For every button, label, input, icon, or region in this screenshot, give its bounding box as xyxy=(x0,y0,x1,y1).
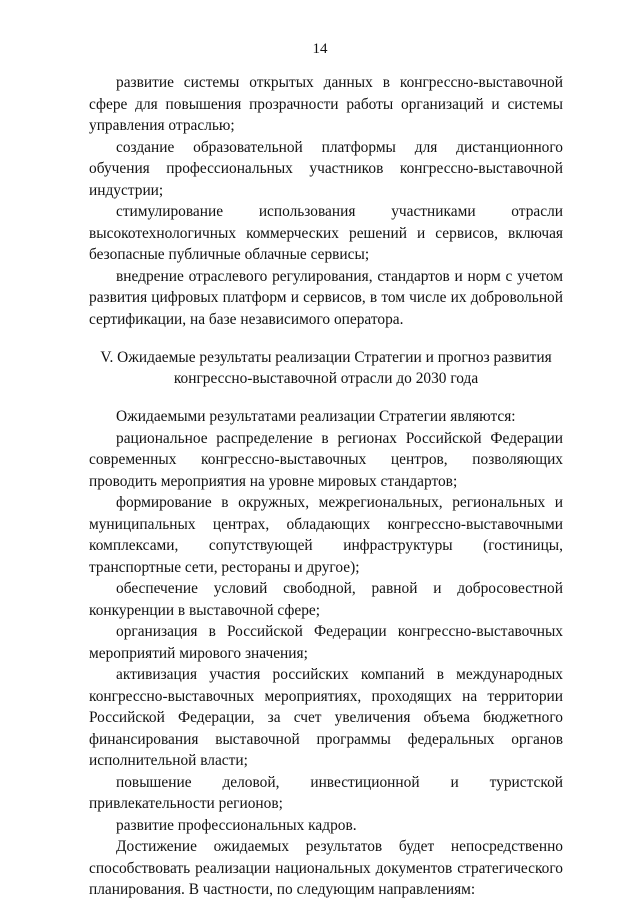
paragraph-regional-attractiveness: повышение деловой, инвестиционной и туристской привлекательности регионов; xyxy=(89,773,563,812)
paragraph-open-data: развитие системы открытых данных в конгрессно-выставочной сфере для повышения прозрачности работы организаций и системы управления отраслью; xyxy=(89,74,563,134)
paragraph-world-events: организация в Российской Федерации конгрессно-выставочных мероприятий мирового значения; xyxy=(89,623,563,662)
section-heading-line-1: V. Ожидаемые результаты реализации Стратегии и прогноз развития xyxy=(100,349,552,366)
paragraph-company-participation: активизация участия российских компаний в международных конгрессно-выставочных мероприятиях, проходящих на территории Российской Федерации, за счет увеличения объема бюджетного финансирования выставочной программы федеральных органов исполнительной власти; xyxy=(89,666,563,769)
paragraph-high-tech-solutions: стимулирование использования участниками отрасли высокотехнологичных коммерческих решений и сервисов, включая безопасные публичные облачные сервисы; xyxy=(89,203,563,263)
section-heading xyxy=(89,347,563,389)
page-number: 14 xyxy=(312,41,328,57)
paragraph-education-platform: создание образовательной платформы для дистанционного обучения профессиональных участников конгрессно-выставочной индустрии; xyxy=(89,138,563,199)
paragraph-industry-regulation: внедрение отраслевого регулирования, стандартов и норм с учетом развития цифровых платформ и сервисов, в том числе их добровольной сертификации, на базе независимого оператора. xyxy=(89,267,563,328)
section-heading-line-2: конгрессно-выставочной отрасли до 2030 года xyxy=(173,370,479,387)
paragraph-rational-distribution: рациональное распределение в регионах Российской Федерации современных конгрессно-выставочных центров, позволяющих проводить мероприятия на уровне мировых стандартов; xyxy=(89,429,563,490)
paragraph-professional-staff: развитие профессиональных кадров. xyxy=(116,816,357,834)
paragraph-fair-competition: обеспечение условий свободной, равной и добросовестной конкуренции в выставочной сфере; xyxy=(89,580,563,619)
document-body xyxy=(89,72,563,901)
paragraph-expected-results-intro: Ожидаемыми результатами реализации Стратегии являются: xyxy=(116,408,516,425)
paragraph-infrastructure-formation: формирование в окружных, межрегиональных, региональных и муниципальных центрах, обладающих конгрессно-выставочными комплексами, сопутствующей инфраструктуры (гостиницы, транспортные сети, рестораны и другое); xyxy=(89,494,563,576)
paragraph-achievement: Достижение ожидаемых результатов будет непосредственно способствовать реализации национальных документов стратегического планирования. В частности, по следующим направлениям: xyxy=(89,838,563,898)
